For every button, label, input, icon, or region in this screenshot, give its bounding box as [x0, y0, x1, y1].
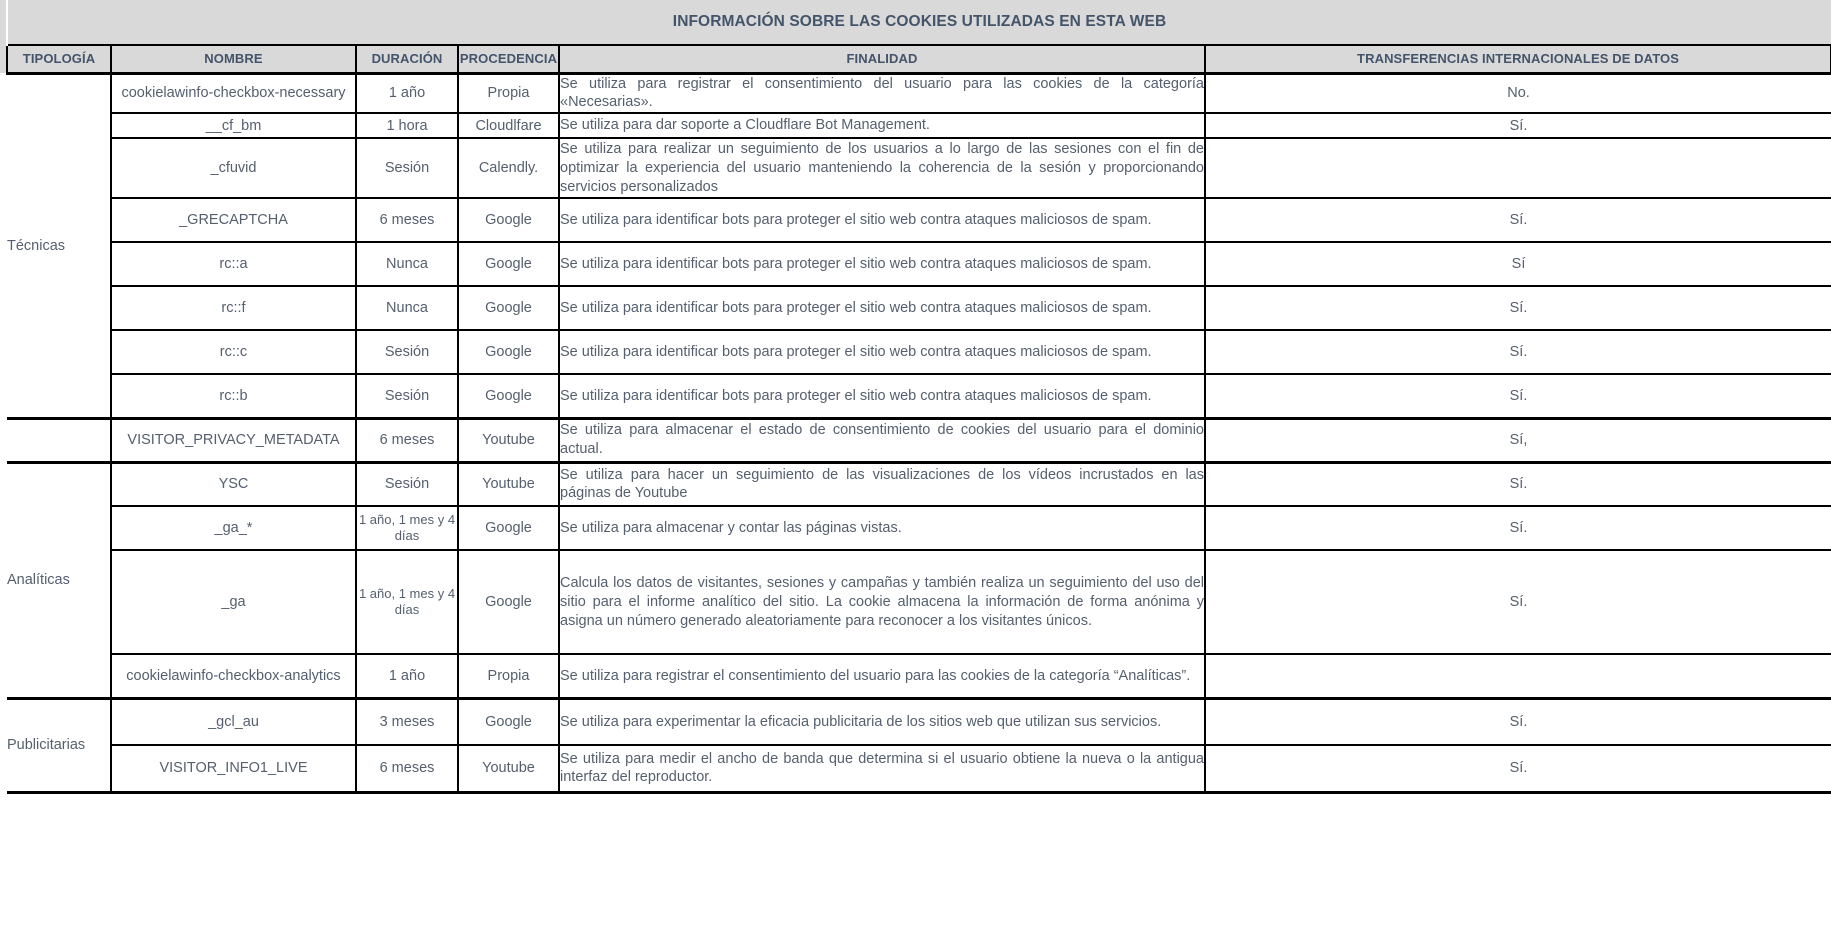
cell-transferencias: Sí.	[1205, 698, 1831, 745]
cell-duracion: 6 meses	[356, 198, 458, 242]
row-gutter	[0, 462, 7, 506]
table-row	[0, 698, 1831, 745]
column-header-procedencia[interactable]: PROCEDENCIA	[458, 45, 559, 73]
cell-procedencia: Google	[458, 242, 559, 286]
cell-procedencia: Youtube	[458, 745, 559, 792]
cell-duracion: 1 año	[356, 73, 458, 113]
title-row	[0, 0, 1831, 45]
cell-procedencia: Google	[458, 286, 559, 330]
cell-finalidad: Se utiliza para almacenar el estado de consentimiento de cookies del usuario para el dominio actual.	[559, 418, 1205, 462]
cell-nombre: YSC	[111, 462, 356, 506]
row-gutter	[0, 113, 7, 138]
table-row	[0, 654, 1831, 698]
cell-transferencias: Sí	[1205, 242, 1831, 286]
table-row	[0, 242, 1831, 286]
table-row	[0, 113, 1831, 138]
cell-transferencias: Sí.	[1205, 374, 1831, 418]
cell-duracion: 3 meses	[356, 698, 458, 745]
cell-procedencia: Google	[458, 506, 559, 550]
cell-nombre: _GRECAPTCHA	[111, 198, 356, 242]
header-gutter	[0, 45, 7, 73]
cell-nombre: rc::f	[111, 286, 356, 330]
column-header-nombre[interactable]: NOMBRE	[111, 45, 356, 73]
cell-transferencias: Sí,	[1205, 418, 1831, 462]
cell-tipologia: Analíticas	[7, 462, 111, 698]
column-header-duracion[interactable]: DURACIÓN	[356, 45, 458, 73]
row-gutter	[0, 550, 7, 654]
table-row	[0, 330, 1831, 374]
table-row	[0, 198, 1831, 242]
cell-transferencias: Sí.	[1205, 462, 1831, 506]
column-header-finalidad[interactable]: FINALIDAD	[559, 45, 1205, 73]
row-gutter	[0, 286, 7, 330]
column-header-tipologia[interactable]: TIPOLOGÍA	[7, 45, 111, 73]
cell-nombre: rc::c	[111, 330, 356, 374]
cell-duracion: 1 hora	[356, 113, 458, 138]
table-row	[0, 745, 1831, 792]
cell-nombre: _gcl_au	[111, 698, 356, 745]
cell-nombre: _ga	[111, 550, 356, 654]
table-row	[0, 462, 1831, 506]
table-row	[0, 550, 1831, 654]
cell-procedencia: Youtube	[458, 462, 559, 506]
cell-duracion: 6 meses	[356, 418, 458, 462]
row-gutter	[0, 330, 7, 374]
table-row	[0, 138, 1831, 198]
table-row	[0, 286, 1831, 330]
cell-finalidad: Se utiliza para identificar bots para proteger el sitio web contra ataques maliciosos de spam.	[559, 198, 1205, 242]
cell-duracion: 1 año	[356, 654, 458, 698]
cell-transferencias	[1205, 654, 1831, 698]
cell-nombre: __cf_bm	[111, 113, 356, 138]
sheet-gutter	[0, 0, 7, 45]
cell-finalidad: Se utiliza para identificar bots para proteger el sitio web contra ataques maliciosos de spam.	[559, 374, 1205, 418]
cell-nombre: rc::a	[111, 242, 356, 286]
row-gutter	[0, 138, 7, 198]
cell-finalidad: Se utiliza para registrar el consentimiento del usuario para las cookies de la categoría “Analíticas”.	[559, 654, 1205, 698]
cell-finalidad: Se utiliza para identificar bots para proteger el sitio web contra ataques maliciosos de spam.	[559, 330, 1205, 374]
cell-finalidad: Se utiliza para identificar bots para proteger el sitio web contra ataques maliciosos de spam.	[559, 286, 1205, 330]
cell-finalidad: Se utiliza para dar soporte a Cloudflare Bot Management.	[559, 113, 1205, 138]
cell-finalidad: Se utiliza para experimentar la eficacia publicitaria de los sitios web que utilizan sus servicios.	[559, 698, 1205, 745]
row-gutter	[0, 698, 7, 745]
cell-duracion: 6 meses	[356, 745, 458, 792]
cell-tipologia: Técnicas	[7, 73, 111, 418]
cell-nombre: _cfuvid	[111, 138, 356, 198]
cell-finalidad: Se utiliza para realizar un seguimiento de los usuarios a lo largo de las sesiones con el fin de optimizar la experiencia del usuario manteniendo la coherencia de la sesión y proporcionando servicios personalizados	[559, 138, 1205, 198]
cell-duracion: Sesión	[356, 462, 458, 506]
row-gutter	[0, 418, 7, 462]
cell-procedencia: Youtube	[458, 418, 559, 462]
row-gutter	[0, 374, 7, 418]
cell-procedencia: Propia	[458, 73, 559, 113]
table-title: INFORMACIÓN SOBRE LAS COOKIES UTILIZADAS EN ESTA WEB	[7, 0, 1831, 45]
cell-procedencia: Google	[458, 198, 559, 242]
cell-duracion: 1 año, 1 mes y 4 días	[356, 550, 458, 654]
cell-transferencias: Sí.	[1205, 506, 1831, 550]
row-gutter	[0, 73, 7, 113]
cell-nombre: cookielawinfo-checkbox-necessary	[111, 73, 356, 113]
cell-nombre: cookielawinfo-checkbox-analytics	[111, 654, 356, 698]
cell-transferencias: Sí.	[1205, 745, 1831, 792]
table-row	[0, 73, 1831, 113]
cell-duracion: 1 año, 1 mes y 4 días	[356, 506, 458, 550]
cell-transferencias: Sí.	[1205, 198, 1831, 242]
cell-procedencia: Google	[458, 330, 559, 374]
cell-procedencia: Google	[458, 374, 559, 418]
cell-procedencia: Propia	[458, 654, 559, 698]
cell-duracion: Sesión	[356, 138, 458, 198]
cell-nombre: _ga_*	[111, 506, 356, 550]
cell-duracion: Sesión	[356, 374, 458, 418]
cell-transferencias	[1205, 138, 1831, 198]
cell-tipologia: Publicitarias	[7, 698, 111, 792]
cell-duracion: Nunca	[356, 286, 458, 330]
cell-transferencias: Sí.	[1205, 286, 1831, 330]
cell-transferencias: No.	[1205, 73, 1831, 113]
cell-procedencia: Google	[458, 698, 559, 745]
column-header-row	[0, 45, 1831, 73]
cell-nombre: VISITOR_INFO1_LIVE	[111, 745, 356, 792]
cell-nombre: VISITOR_PRIVACY_METADATA	[111, 418, 356, 462]
cell-duracion: Sesión	[356, 330, 458, 374]
cell-tipologia	[7, 418, 111, 462]
cell-finalidad: Se utiliza para almacenar y contar las páginas vistas.	[559, 506, 1205, 550]
cell-transferencias: Sí.	[1205, 550, 1831, 654]
cell-transferencias: Sí.	[1205, 330, 1831, 374]
cell-finalidad: Calcula los datos de visitantes, sesiones y campañas y también realiza un seguimiento del uso del sitio para el informe analítico del sitio. La cookie almacena la información de forma anónima y asigna un número generado aleatoriamente para reconocer a los visitantes únicos.	[559, 550, 1205, 654]
row-gutter	[0, 506, 7, 550]
row-gutter	[0, 198, 7, 242]
cell-procedencia: Cloudlfare	[458, 113, 559, 138]
row-gutter	[0, 654, 7, 698]
cell-finalidad: Se utiliza para identificar bots para proteger el sitio web contra ataques maliciosos de spam.	[559, 242, 1205, 286]
row-gutter	[0, 242, 7, 286]
row-gutter	[0, 745, 7, 792]
cell-finalidad: Se utiliza para medir el ancho de banda que determina si el usuario obtiene la nueva o la antigua interfaz del reproductor.	[559, 745, 1205, 792]
cell-procedencia: Calendly.	[458, 138, 559, 198]
column-header-transferencias[interactable]: TRANSFERENCIAS INTERNACIONALES DE DATOS	[1205, 45, 1831, 73]
cell-finalidad: Se utiliza para registrar el consentimiento del usuario para las cookies de la categoría «Necesarias».	[559, 73, 1205, 113]
table-row	[0, 418, 1831, 462]
cell-transferencias: Sí.	[1205, 113, 1831, 138]
cell-finalidad: Se utiliza para hacer un seguimiento de las visualizaciones de los vídeos incrustados en las páginas de Youtube	[559, 462, 1205, 506]
cell-nombre: rc::b	[111, 374, 356, 418]
cell-procedencia: Google	[458, 550, 559, 654]
table-row	[0, 374, 1831, 418]
cell-duracion: Nunca	[356, 242, 458, 286]
table-row	[0, 506, 1831, 550]
